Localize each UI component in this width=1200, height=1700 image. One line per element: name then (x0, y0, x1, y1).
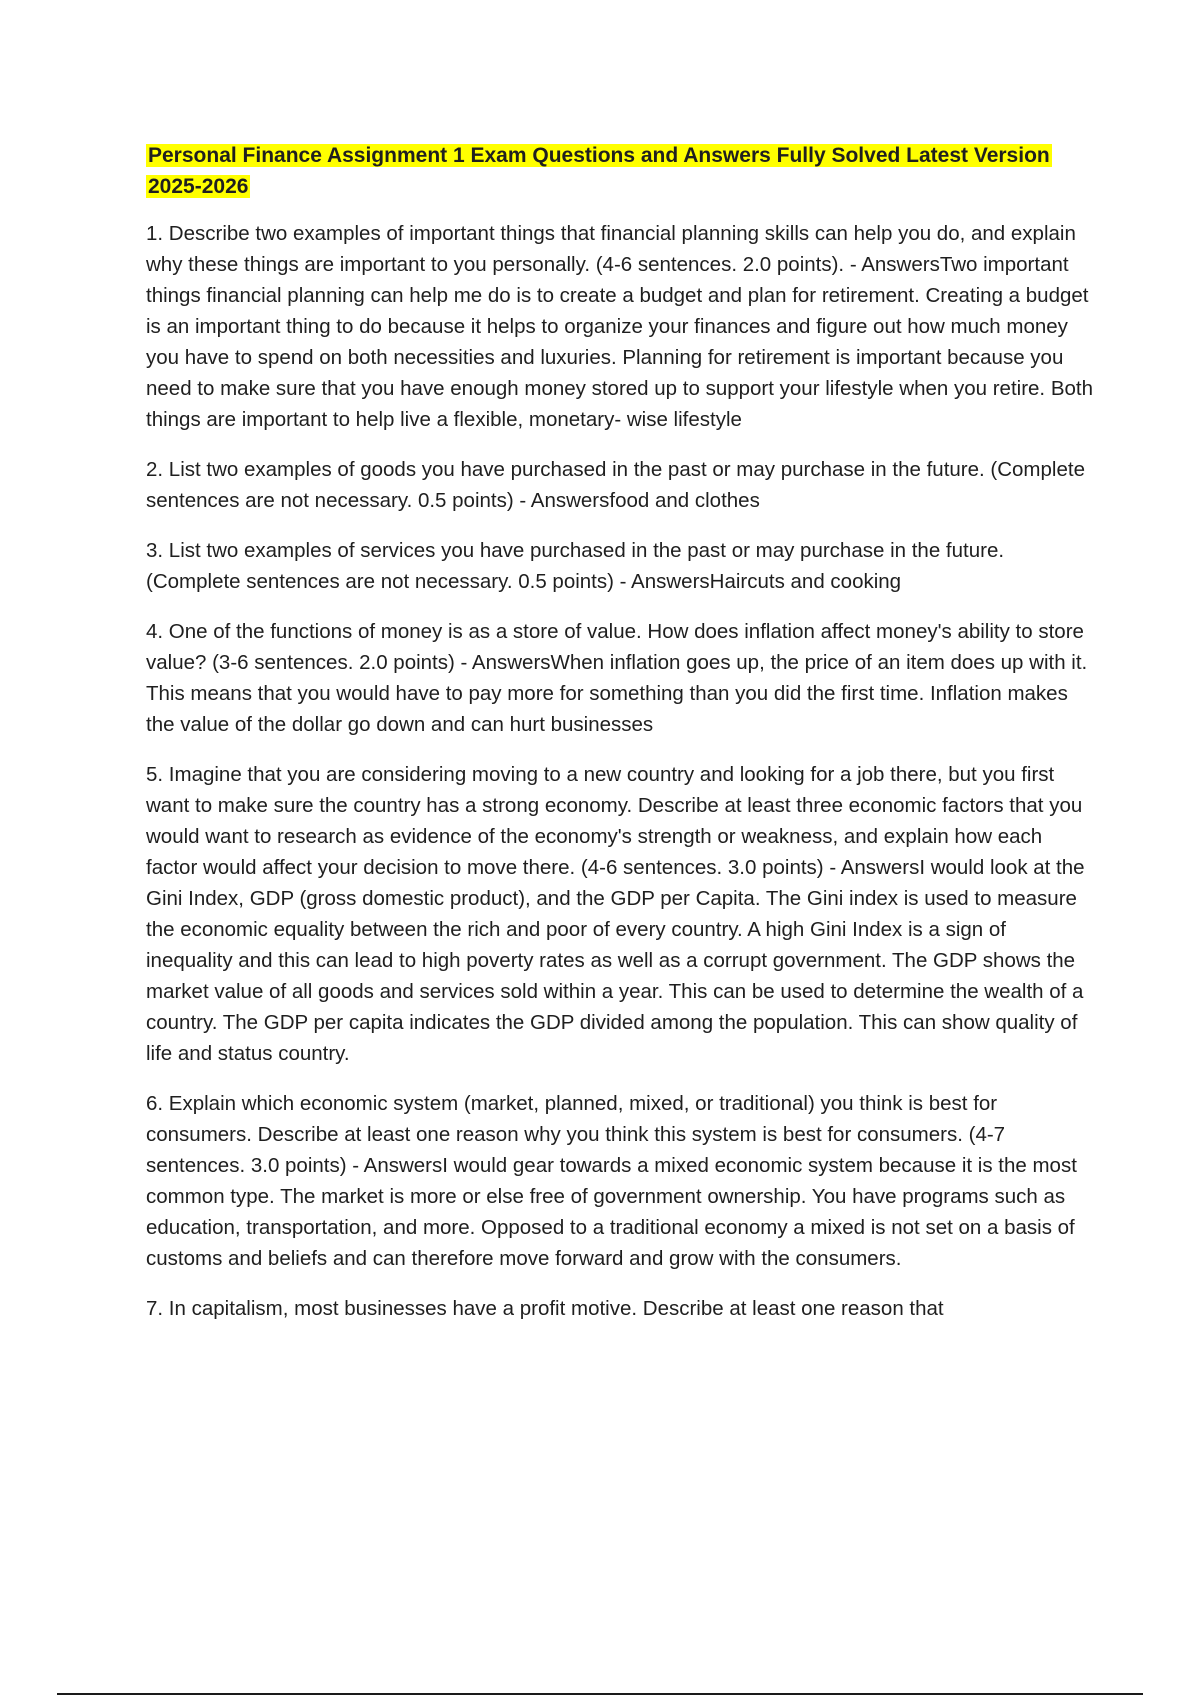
question-1: 1. Describe two examples of important things that financial planning skills can help you do, and explain why these things are important to you personally. (4-6 sentences. 2.0 points). - AnswersTwo important things financial planning can help me do is to create a budget and plan for retirement. Creating a budget is an important thing to do because it helps to organize your finances and figure out how much money you have to spend on both necessities and luxuries. Planning for retirement is important because you need to make sure that you have enough money stored up to support your lifestyle when you retire. Both things are important to help live a flexible, monetary- wise lifestyle (146, 222, 1093, 431)
question-2: 2. List two examples of goods you have purchased in the past or may purchase in the future. (Complete sentences are not necessary. 0.5 points) - Answersfood and clothes (146, 458, 1085, 512)
highlighted-title-text: Personal Finance Assignment 1 Exam Questions and Answers Fully Solved Latest Version 2025-2026 (148, 144, 1050, 198)
document-title (146, 140, 1096, 202)
question-4: 4. One of the functions of money is as a store of value. How does inflation affect money's ability to store value? (3-6 sentences. 2.0 points) - AnswersWhen inflation goes up, the price of an item does up with it. This means that you would have to pay more for something than you did the first time. Inflation makes the value of the dollar go down and can hurt businesses (146, 620, 1088, 736)
question-5: 5. Imagine that you are considering moving to a new country and looking for a job there, but you first want to make sure the country has a strong economy. Describe at least three economic factors that you would want to research as evidence of the economy's strength or weakness, and explain how each factor would affect your decision to move there. (4-6 sentences. 3.0 points) - AnswersI would look at the Gini Index, GDP (gross domestic product), and the GDP per Capita. The Gini index is used to measure the economic equality between the rich and poor of every country. A high Gini Index is a sign of inequality and this can lead to high poverty rates as well as a corrupt government. The GDP shows the market value of all goods and services sold within a year. This can be used to determine the wealth of a country. The GDP per capita indicates the GDP divided among the population. This can show quality of life and status country. (146, 763, 1085, 1065)
question-7: 7. In capitalism, most businesses have a profit motive. Describe at least one reason that (146, 1297, 944, 1320)
document-body (146, 140, 1096, 1343)
question-6: 6. Explain which economic system (market, planned, mixed, or traditional) you think is best for consumers. Describe at least one reason why you think this system is best for consumers. (4-7 sentences. 3.0 points) - AnswersI would gear towards a mixed economic system because it is the most common type. The market is more or else free of government ownership. You have programs such as education, transportation, and more. Opposed to a traditional economy a mixed is not set on a basis of customs and beliefs and can therefore move forward and grow with the consumers. (146, 1092, 1077, 1270)
question-3: 3. List two examples of services you have purchased in the past or may purchase in the future. (Complete sentences are not necessary. 0.5 points) - AnswersHaircuts and cooking (146, 539, 1005, 593)
page-bottom-rule (57, 1693, 1143, 1695)
